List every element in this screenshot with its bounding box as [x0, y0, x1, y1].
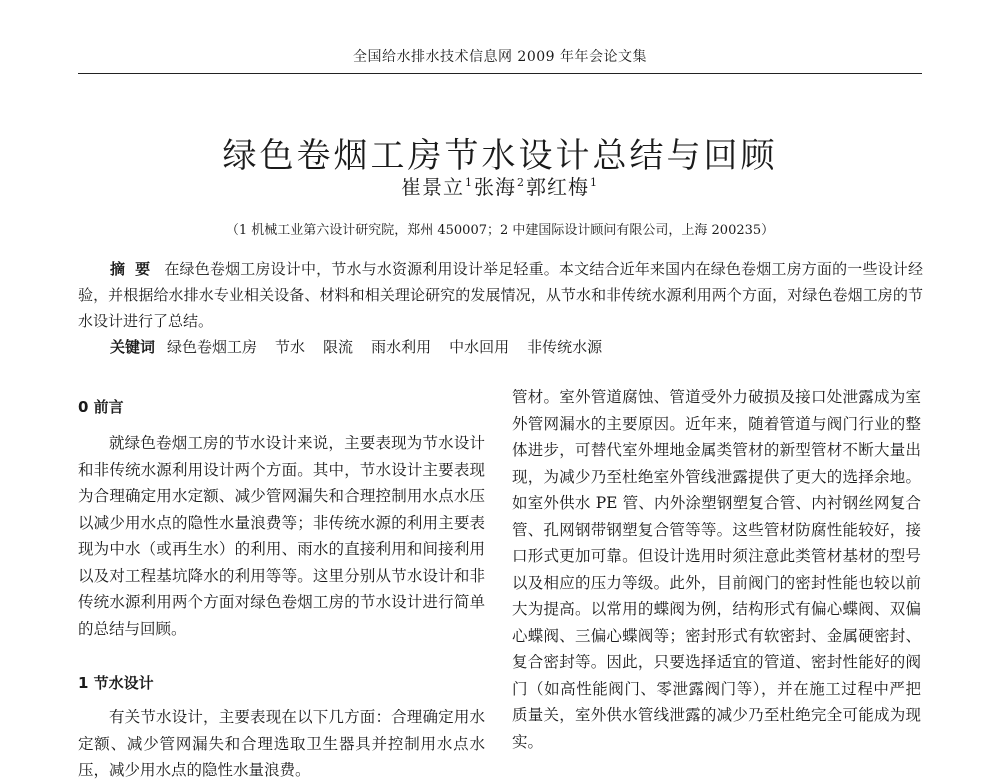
keywords [110, 334, 923, 360]
keyword: 限流 [323, 338, 354, 356]
author-affiliation-mark: 2 [517, 176, 525, 189]
section-heading-water-saving: 1 节水设计 [78, 674, 154, 692]
header-divider [78, 73, 922, 74]
water-saving-paragraph: 有关节水设计，主要表现在以下几方面：合理确定用水定额、减少管网漏失和合理选取卫生器具并控制用水点水压，减少用水点的隐性水量浪费。 [78, 708, 485, 779]
keyword: 非传统水源 [527, 338, 603, 356]
author-line [0, 171, 1000, 200]
author-name: 张海 [474, 175, 516, 199]
keyword: 节水 [275, 338, 306, 356]
running-header: 全国给水排水技术信息网 2009 年年会论文集 [352, 49, 648, 65]
author-name: 崔景立 [401, 175, 464, 199]
introduction-paragraph: 就绿色卷烟工房的节水设计来说，主要表现为节水设计和非传统水源利用设计两个方面。其中，节水设计主要表现为合理确定用水定额、减少管网漏失和合理控制用水点水压以减少用水点的隐性水量浪费等；非传统水源的利用主要表现为中水（或再生水）的利用、雨水的直接利用和间接利用以及对工程基坑降水的利用等等。这里分别从节水设计和非传统水源利用两个方面对绿色卷烟工房的节水设计进行简单的总结与回顾。 [78, 434, 485, 638]
author-affiliation-mark: 1 [590, 176, 598, 189]
affiliation-line: （1 机械工业第六设计研究院，郑州 450007；2 中建国际设计顾问有限公司，上海 200235） [225, 223, 775, 238]
keyword: 绿色卷烟工房 [167, 338, 258, 356]
section-heading-introduction: 0 前言 [78, 398, 124, 416]
right-column-paragraph: 管材。室外管道腐蚀、管道受外力破损及接口处泄露成为室外管网漏水的主要原因。近年来，随着管道与阀门行业的整体进步，可替代室外埋地金属类管材的新型管材不断大量出现，为减少乃至杜绝室外管线泄露提供了更大的选择余地。如室外供水 PE 管、内外涂塑钢塑复合管、内衬钢丝网复合管、孔网钢带钢塑复合管等等。这些管材防腐性能较好，接口形式更加可靠。但设计选用时须注意此类管材基材的型号以及相应的压力等级。此外，目前阀门的密封性能也较以前大为提高。以常用的蝶阀为例，结构形式有偏心蝶阀、双偏心蝶阀、三偏心蝶阀等；密封形式有软密封、金属硬密封、复合密封等。因此，只要选择适宜的管道、密封性能好的阀门（如高性能阀门、零泄露阀门等），并在施工过程中严把质量关，室外供水管线泄露的减少乃至杜绝完全可能成为现实。 [512, 388, 921, 751]
abstract-label: 摘要 [110, 260, 161, 278]
keywords-label: 关键词 [110, 338, 156, 356]
paper-title: 绿色卷烟工房节水设计总结与回顾 [222, 135, 778, 176]
abstract-text: 在绿色卷烟工房设计中，节水与水资源利用设计举足轻重。本文结合近年来国内在绿色卷烟工房方面的一些设计经验，并根据给水排水专业相关设备、材料和相关理论研究的发展情况，从节水和非传统水源利用两个方面，对绿色卷烟工房的节水设计进行了总结。 [78, 260, 923, 330]
keyword: 雨水利用 [371, 338, 432, 356]
author-name: 郭红梅 [526, 175, 589, 199]
abstract [78, 256, 923, 334]
keyword: 中水回用 [449, 338, 510, 356]
author-affiliation-mark: 1 [465, 176, 473, 189]
